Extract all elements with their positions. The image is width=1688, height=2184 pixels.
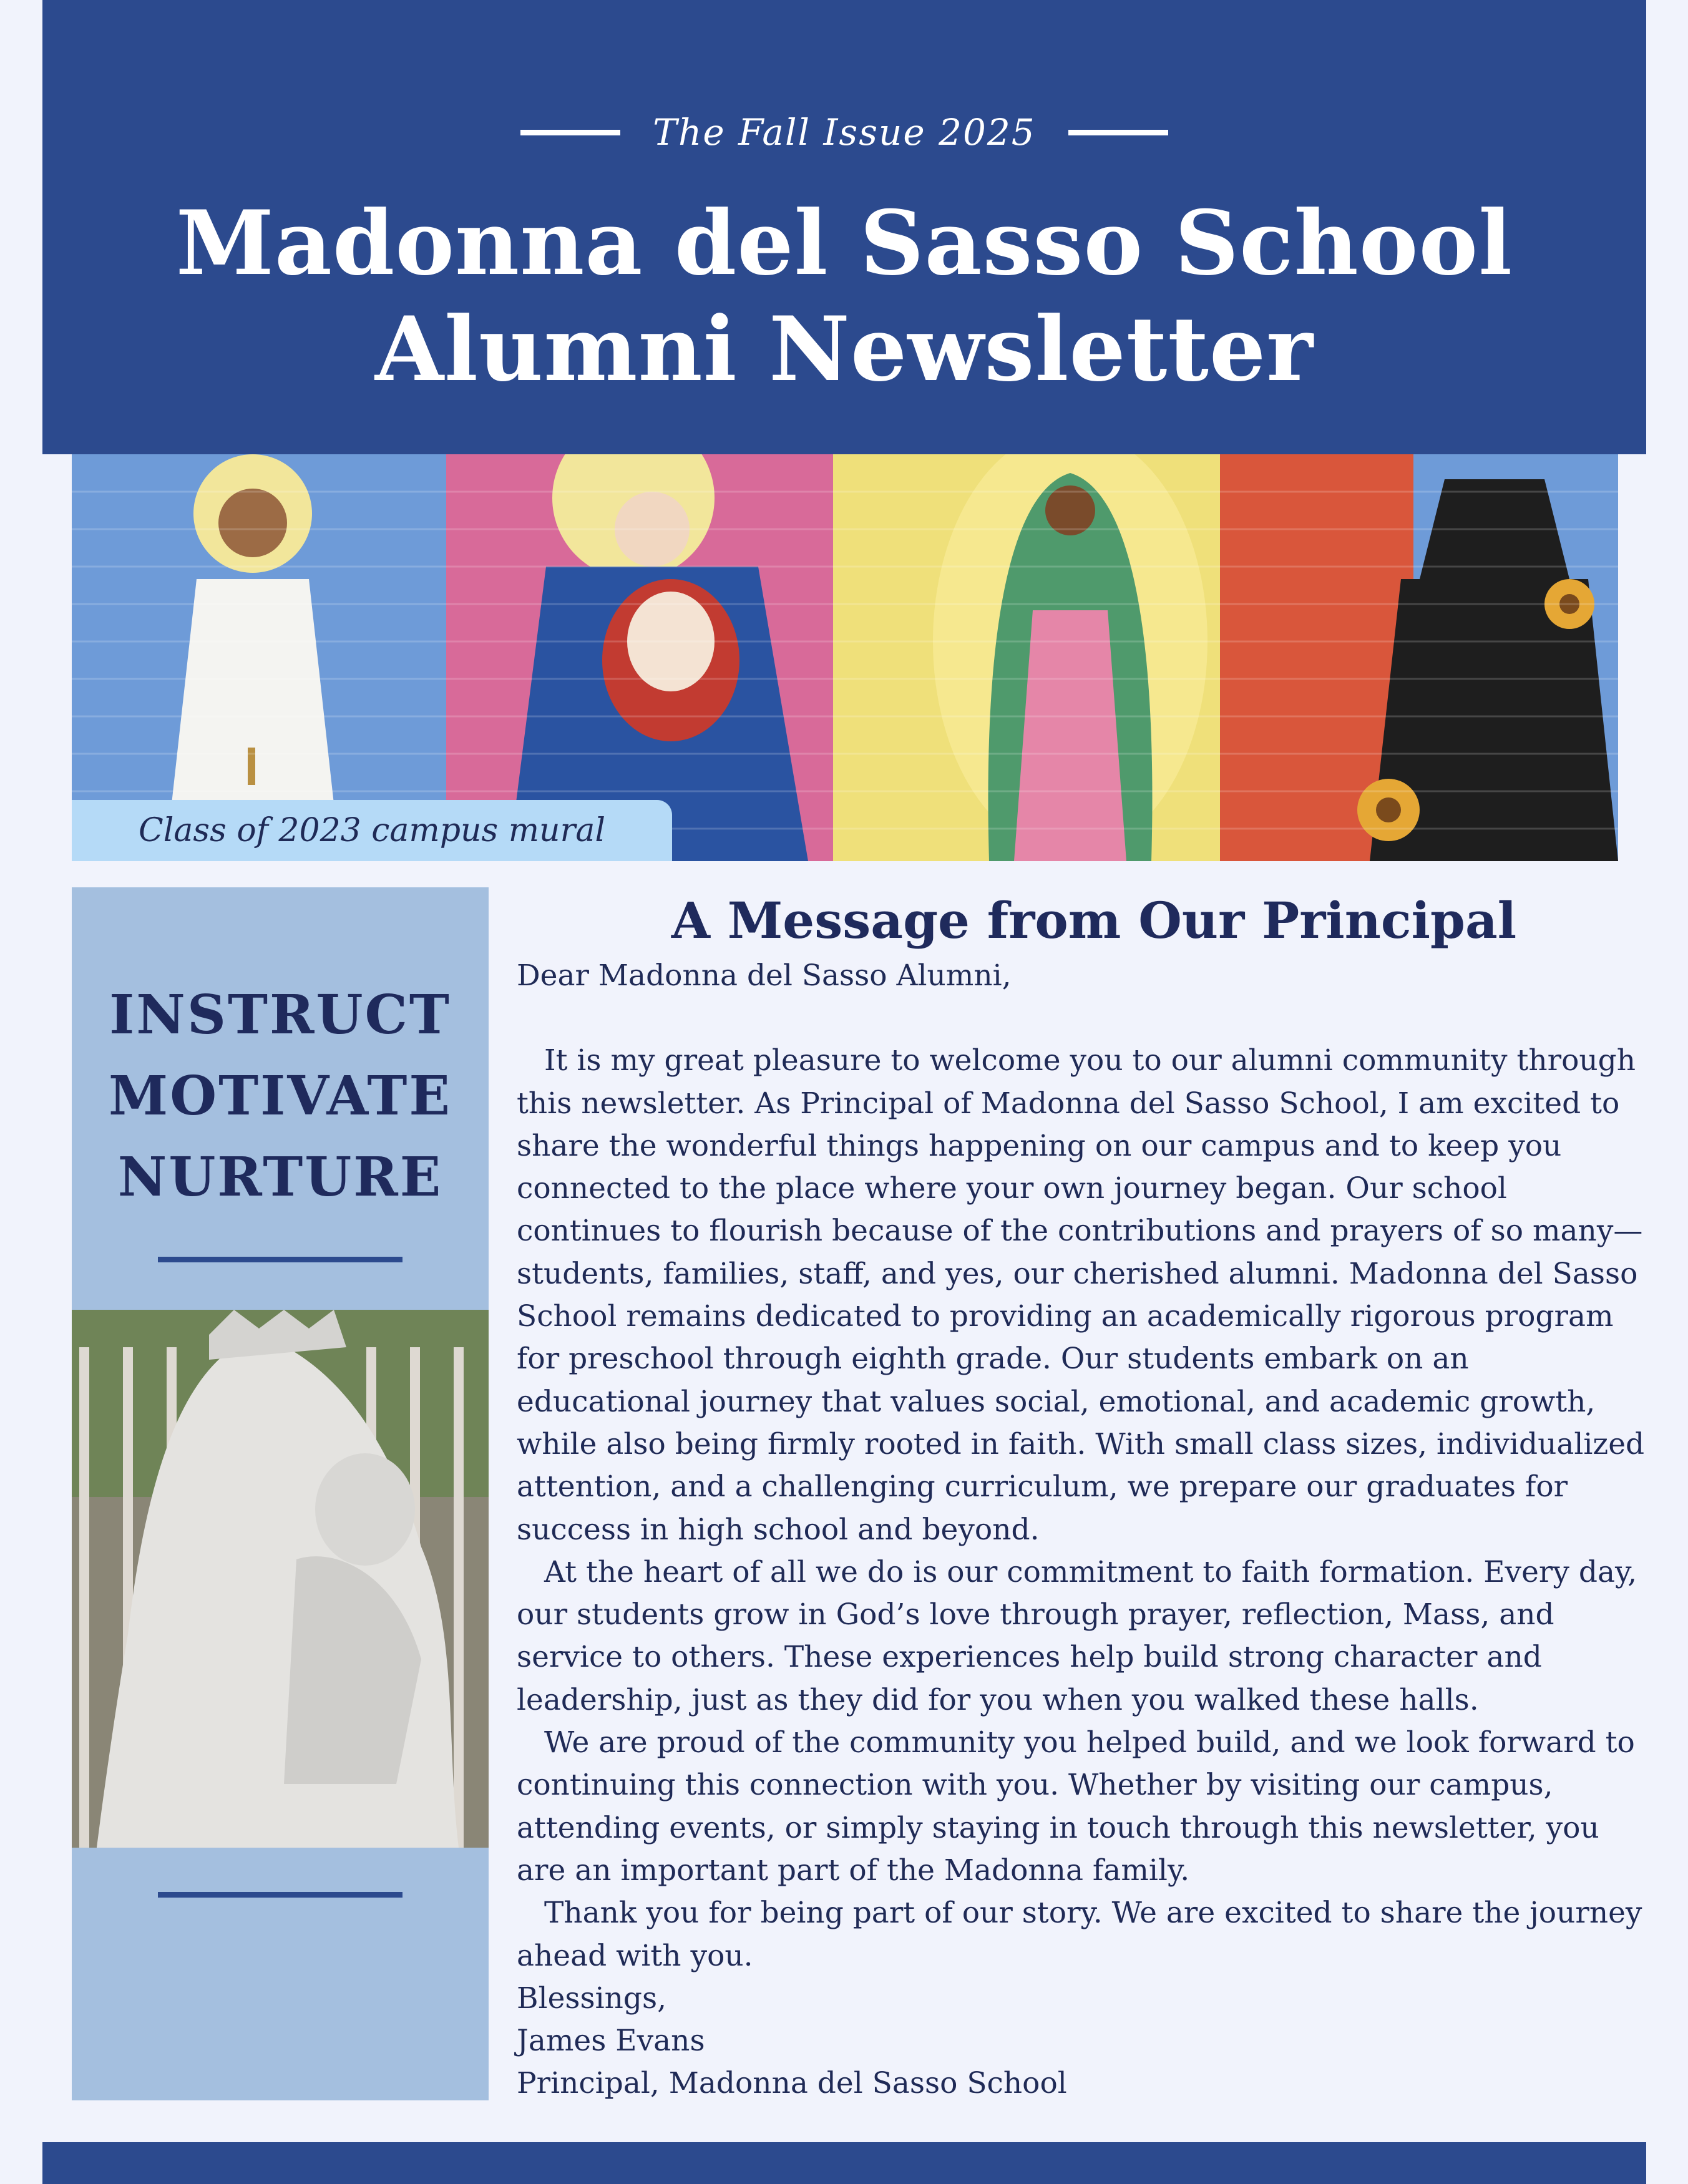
letter-paragraph-1: It is my great pleasure to welcome you to our alumni community through this newsletter. As Principal of Madonna del Sasso School, I am excited to share the wonderful things happening on our campus and to keep you connected to the place where your own journey began. Our school continues to flourish because of the contributions and prayers of so many—students, families, staff, and yes, our cherished alumni. Madonna del Sasso School remains dedicated to providing an academically rigorous program for preschool through eighth grade. Our students embark on an educational journey that values social, emotional, and academic growth, while also being firmly rooted in faith. With small class sizes, individualized attention, and a challenging curriculum, we prepare our graduates for success in high school and beyond.	[517, 1043, 1645, 1547]
letter-paragraph-4: Thank you for being part of our story. We are excited to share the journey ahead with you.	[517, 1896, 1642, 1973]
issue-row	[42, 107, 1646, 157]
newsletter-title	[42, 190, 1646, 402]
signature-name: James Evans	[517, 2024, 705, 2059]
letter-paragraph-3: We are proud of the community you helped build, and we look forward to continuing this connection with you. Whether by visiting our campus, attending events, or simply staying in touch through this newsletter, you are an important part of the Madonna family.	[517, 1725, 1635, 1888]
motto-word-motivate: MOTIVATE	[109, 1065, 452, 1128]
newsletter-header	[42, 0, 1646, 454]
message-heading: A Message from Our Principal	[671, 891, 1517, 950]
school-motto	[72, 975, 489, 1218]
sidebar-top-rule	[158, 1257, 402, 1262]
motto-word-instruct: INSTRUCT	[109, 983, 451, 1046]
title-line-2: Alumni Newsletter	[374, 298, 1314, 401]
principal-message	[517, 886, 1646, 2105]
madonna-statue-image	[72, 1310, 489, 1848]
letter-salutation: Dear Madonna del Sasso Alumni,	[517, 958, 1012, 993]
mural-caption: Class of 2023 campus mural	[72, 800, 672, 861]
letter-paragraph-2: At the heart of all we do is our commitment to faith formation. Every day, our students grow in God’s love through prayer, reflection, Mass, and service to others. These experiences help build strong character and leadership, just as they did for you when you walked these halls.	[517, 1554, 1637, 1717]
issue-left-rule	[520, 130, 620, 135]
motto-word-nurture: NURTURE	[117, 1146, 443, 1209]
footer-bar	[42, 2142, 1646, 2184]
issue-right-rule	[1068, 130, 1168, 135]
letter-closing: Blessings,	[517, 1981, 667, 2016]
mural-banner-image	[72, 454, 1618, 861]
title-line-1: Madonna del Sasso School	[175, 192, 1513, 295]
signature-title: Principal, Madonna del Sasso School	[517, 2066, 1067, 2101]
sidebar-panel	[72, 887, 489, 2100]
sidebar-bottom-rule	[158, 1892, 402, 1898]
issue-label: The Fall Issue 2025	[653, 111, 1036, 154]
